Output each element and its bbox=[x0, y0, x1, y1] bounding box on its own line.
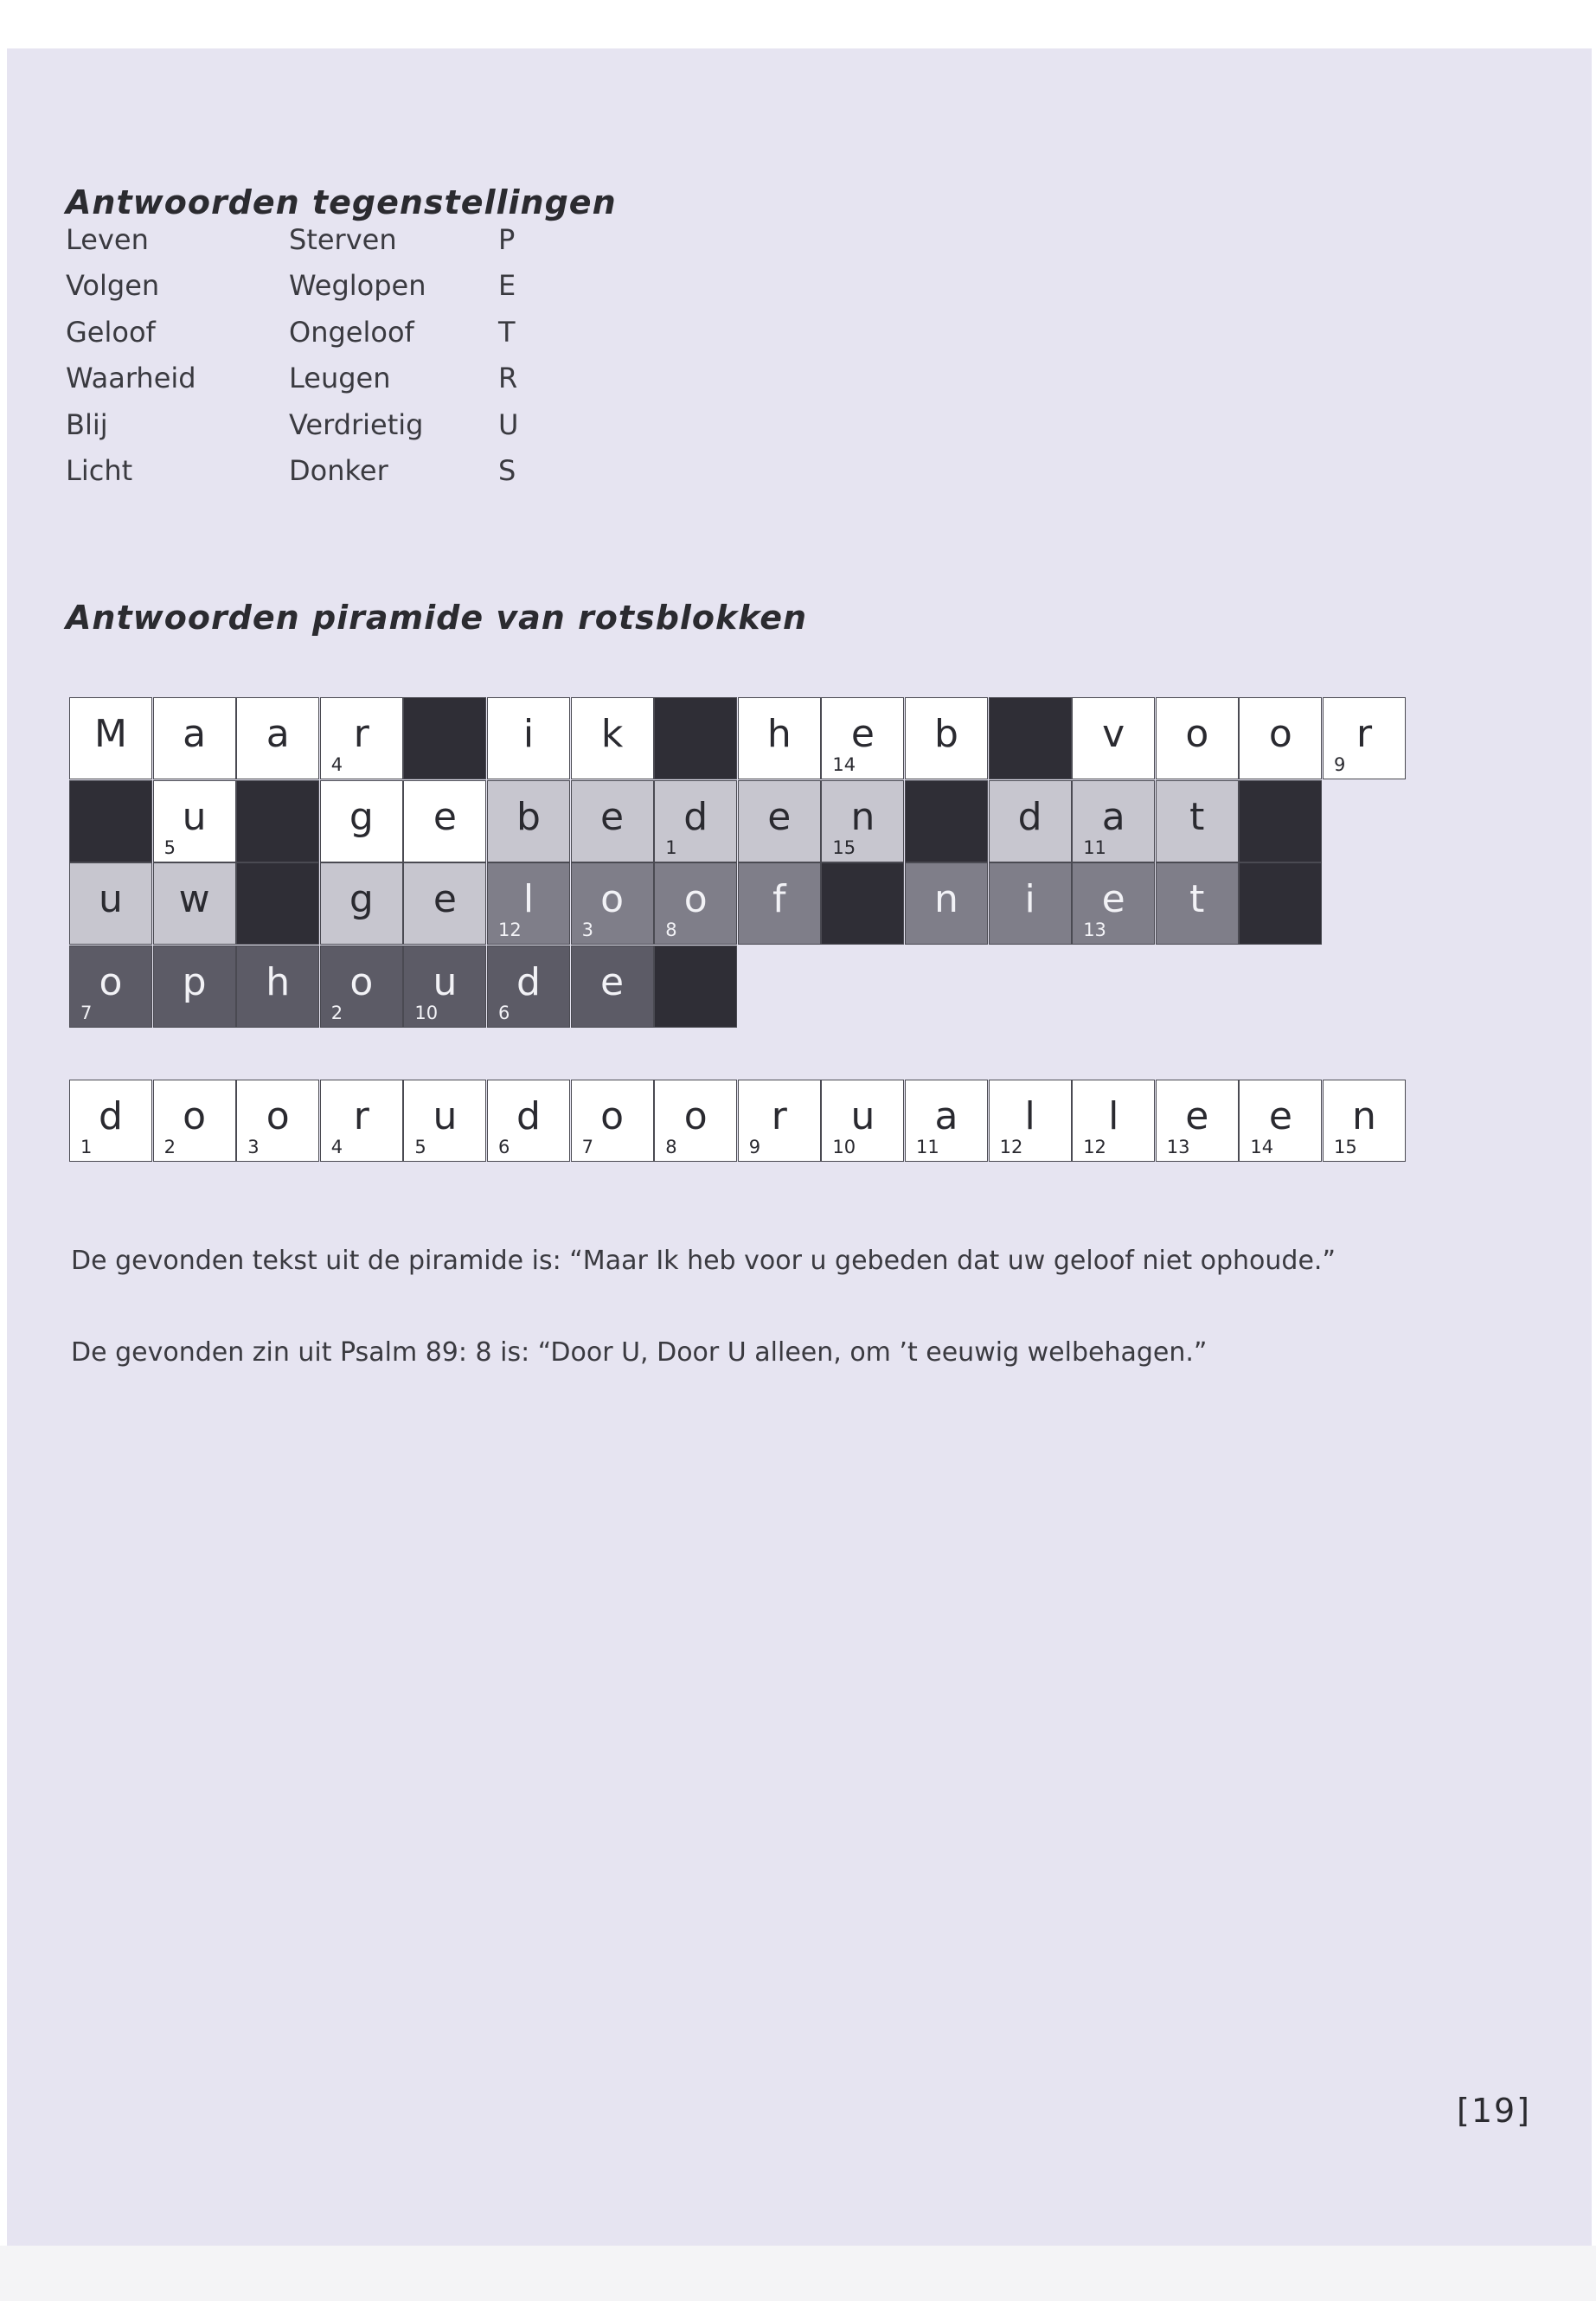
cell-number: 8 bbox=[665, 1137, 677, 1157]
code-letter: P bbox=[498, 223, 516, 256]
cell-letter: p bbox=[182, 959, 207, 1004]
cell-letter: e bbox=[433, 794, 457, 839]
blocked-cell bbox=[236, 780, 319, 862]
cell-letter: l bbox=[1024, 1094, 1035, 1138]
cell-number: 12 bbox=[1083, 1137, 1106, 1157]
letter-cell bbox=[654, 780, 737, 862]
cell-letter: g bbox=[349, 877, 374, 921]
word: Licht bbox=[66, 453, 133, 487]
letter-cell bbox=[69, 697, 152, 779]
cell-number: 10 bbox=[414, 1002, 439, 1023]
letter-cell bbox=[236, 697, 319, 779]
cell-letter: o bbox=[1268, 712, 1292, 756]
cell-letter: u bbox=[433, 959, 458, 1004]
cell-letter: r bbox=[1356, 712, 1373, 756]
cell-number: 9 bbox=[748, 1137, 761, 1157]
page-bottom-margin bbox=[0, 2246, 1596, 2301]
cell-letter: a bbox=[1101, 794, 1125, 839]
letter-cell bbox=[403, 945, 486, 1028]
cell-letter: d bbox=[516, 959, 541, 1004]
found-text-psalm: De gevonden zin uit Psalm 89: 8 is: “Door U, Door U alleen, om ’t eeuwig welbehagen.” bbox=[71, 1337, 1208, 1368]
cell-number: 5 bbox=[414, 1137, 426, 1157]
opposite-word: Donker bbox=[289, 453, 388, 487]
opposite-word: Ongeloof bbox=[289, 315, 414, 349]
cell-letter: t bbox=[1189, 877, 1205, 921]
letter-cell bbox=[320, 862, 403, 945]
letter-cell bbox=[403, 1080, 486, 1162]
cell-letter: k bbox=[600, 712, 624, 756]
cell-number: 14 bbox=[832, 754, 856, 775]
letter-cell bbox=[989, 1080, 1072, 1162]
cell-letter: e bbox=[600, 959, 625, 1004]
letter-cell bbox=[320, 697, 403, 779]
cell-number: 2 bbox=[163, 1137, 176, 1157]
cell-number: 6 bbox=[498, 1002, 510, 1023]
code-letter: R bbox=[498, 362, 518, 395]
cell-letter: l bbox=[522, 877, 535, 921]
cell-letter: e bbox=[1268, 1094, 1292, 1138]
cell-number: 13 bbox=[1083, 920, 1106, 940]
word: Leven bbox=[66, 223, 149, 256]
letter-cell bbox=[654, 862, 737, 945]
cell-letter: r bbox=[771, 1094, 787, 1138]
cell-number: 1 bbox=[665, 836, 677, 858]
cell-letter: u bbox=[182, 794, 207, 839]
cell-letter: o bbox=[183, 1094, 207, 1138]
cell-letter: e bbox=[850, 712, 875, 756]
opposite-word: Weglopen bbox=[289, 269, 426, 303]
cell-number: 12 bbox=[498, 920, 522, 940]
blocked-cell bbox=[69, 780, 152, 862]
letter-cell bbox=[153, 862, 236, 945]
cell-number: 7 bbox=[581, 1137, 593, 1157]
letter-cell bbox=[320, 945, 403, 1028]
letter-cell bbox=[320, 1080, 403, 1162]
code-letter: T bbox=[498, 315, 516, 349]
cell-letter: r bbox=[353, 712, 369, 756]
letter-cell bbox=[236, 945, 319, 1028]
cell-number: 7 bbox=[80, 1002, 93, 1023]
letter-cell bbox=[1323, 697, 1406, 779]
cell-letter: n bbox=[850, 794, 875, 839]
blocked-cell bbox=[1239, 780, 1322, 862]
cell-letter: d bbox=[1017, 794, 1042, 839]
letter-cell bbox=[571, 945, 654, 1028]
word: Volgen bbox=[66, 269, 160, 303]
cell-number: 4 bbox=[330, 754, 343, 775]
letter-cell bbox=[989, 862, 1072, 945]
cell-letter: i bbox=[522, 712, 535, 756]
blocked-cell bbox=[236, 862, 319, 945]
letter-cell bbox=[487, 697, 570, 779]
cell-number: 3 bbox=[247, 1137, 260, 1157]
pyramid-heading: Antwoorden piramide van rotsblokken bbox=[66, 599, 808, 637]
cell-letter: M bbox=[94, 712, 127, 756]
letter-cell bbox=[403, 780, 486, 862]
letter-cell bbox=[1072, 697, 1155, 779]
cell-number: 15 bbox=[1334, 1137, 1357, 1157]
letter-cell bbox=[1156, 697, 1239, 779]
cell-number: 2 bbox=[330, 1002, 343, 1023]
letter-cell bbox=[153, 1080, 236, 1162]
letter-cell bbox=[1072, 862, 1155, 945]
found-text-pyramid: De gevonden tekst uit de piramide is: “Maar Ik heb voor u gebeden dat uw geloof niet ophoude.” bbox=[71, 1246, 1336, 1276]
cell-letter: t bbox=[1189, 794, 1205, 839]
cell-letter: g bbox=[349, 794, 374, 839]
cell-number: 13 bbox=[1166, 1137, 1190, 1157]
cell-number: 3 bbox=[581, 920, 593, 940]
letter-cell bbox=[69, 945, 152, 1028]
letter-cell bbox=[738, 697, 821, 779]
letter-cell bbox=[69, 862, 152, 945]
cell-number: 15 bbox=[832, 836, 856, 858]
cell-letter: o bbox=[266, 1094, 290, 1138]
cell-number: 8 bbox=[665, 920, 677, 940]
letter-cell bbox=[236, 1080, 319, 1162]
cell-number: 9 bbox=[1334, 754, 1346, 775]
letter-cell bbox=[1323, 1080, 1406, 1162]
letter-cell bbox=[571, 862, 654, 945]
letter-cell bbox=[1156, 1080, 1239, 1162]
letter-cell bbox=[571, 780, 654, 862]
cell-letter: b bbox=[934, 712, 958, 756]
cell-number: 5 bbox=[163, 836, 176, 858]
letter-cell bbox=[1156, 862, 1239, 945]
cell-letter: d bbox=[683, 794, 708, 839]
letter-cell bbox=[487, 862, 570, 945]
cell-letter: v bbox=[1102, 712, 1125, 756]
cell-letter: o bbox=[99, 959, 123, 1004]
cell-letter: l bbox=[1108, 1094, 1119, 1138]
cell-letter: o bbox=[349, 959, 374, 1004]
cell-letter: d bbox=[516, 1094, 541, 1138]
cell-letter: h bbox=[766, 712, 792, 756]
cell-letter: u bbox=[433, 1094, 458, 1138]
cell-number: 6 bbox=[498, 1137, 510, 1157]
letter-cell bbox=[989, 780, 1072, 862]
cell-letter: d bbox=[99, 1094, 123, 1138]
letter-cell bbox=[821, 1080, 904, 1162]
cell-letter: i bbox=[1024, 877, 1035, 921]
word: Geloof bbox=[66, 315, 156, 349]
blocked-cell bbox=[654, 945, 737, 1028]
cell-number: 11 bbox=[1083, 836, 1106, 858]
letter-cell bbox=[153, 945, 236, 1028]
cell-letter: w bbox=[178, 877, 210, 921]
cell-letter: n bbox=[934, 877, 958, 921]
cell-letter: r bbox=[353, 1094, 369, 1138]
letter-cell bbox=[905, 1080, 988, 1162]
letter-cell bbox=[1239, 697, 1322, 779]
letter-cell bbox=[69, 1080, 152, 1162]
cell-letter: f bbox=[772, 877, 786, 921]
cell-letter: o bbox=[600, 1094, 625, 1138]
cell-letter: a bbox=[266, 712, 290, 756]
cell-letter: e bbox=[1185, 1094, 1209, 1138]
letter-cell bbox=[821, 780, 904, 862]
letter-cell bbox=[905, 862, 988, 945]
letter-cell bbox=[821, 697, 904, 779]
letter-cell bbox=[487, 1080, 570, 1162]
opposite-word: Sterven bbox=[289, 223, 397, 256]
letter-cell bbox=[905, 697, 988, 779]
page-number: [19] bbox=[1457, 2092, 1532, 2130]
cell-letter: o bbox=[683, 1094, 708, 1138]
cell-letter: a bbox=[934, 1094, 958, 1138]
cell-letter: o bbox=[683, 877, 708, 921]
letter-cell bbox=[153, 780, 236, 862]
opposite-word: Verdrietig bbox=[289, 407, 424, 441]
opposite-word: Leugen bbox=[289, 362, 391, 395]
letter-cell bbox=[403, 862, 486, 945]
cell-letter: o bbox=[1185, 712, 1209, 756]
letter-cell bbox=[738, 862, 821, 945]
cell-number: 11 bbox=[916, 1137, 939, 1157]
letter-cell bbox=[571, 697, 654, 779]
letter-cell bbox=[738, 780, 821, 862]
letter-cell bbox=[320, 780, 403, 862]
cell-letter: e bbox=[433, 877, 457, 921]
code-letter: S bbox=[498, 453, 516, 487]
letter-cell bbox=[153, 697, 236, 779]
cell-letter: b bbox=[516, 794, 541, 839]
cell-letter: e bbox=[767, 794, 792, 839]
cell-letter: h bbox=[266, 959, 291, 1004]
code-letter: E bbox=[498, 269, 516, 303]
cell-letter: u bbox=[850, 1094, 875, 1138]
blocked-cell bbox=[989, 697, 1072, 779]
letter-cell bbox=[1072, 780, 1155, 862]
cell-letter: a bbox=[183, 712, 207, 756]
blocked-cell bbox=[654, 697, 737, 779]
letter-cell bbox=[1239, 1080, 1322, 1162]
cell-number: 12 bbox=[999, 1137, 1023, 1157]
cell-number: 1 bbox=[80, 1137, 93, 1157]
blocked-cell bbox=[1239, 862, 1322, 945]
letter-cell bbox=[1156, 780, 1239, 862]
word: Blij bbox=[66, 407, 108, 441]
cell-letter: u bbox=[99, 877, 123, 921]
blocked-cell bbox=[403, 697, 486, 779]
letter-cell bbox=[487, 945, 570, 1028]
code-letter: U bbox=[498, 407, 519, 441]
cell-number: 4 bbox=[330, 1137, 343, 1157]
cell-letter: e bbox=[600, 794, 625, 839]
cell-number: 10 bbox=[832, 1137, 856, 1157]
cell-letter: o bbox=[600, 877, 625, 921]
letter-cell bbox=[1072, 1080, 1155, 1162]
cell-number: 14 bbox=[1250, 1137, 1274, 1157]
letter-cell bbox=[738, 1080, 821, 1162]
blocked-cell bbox=[821, 862, 904, 945]
letter-cell bbox=[487, 780, 570, 862]
cell-letter: n bbox=[1352, 1094, 1376, 1138]
opposites-heading: Antwoorden tegenstellingen bbox=[66, 183, 617, 221]
letter-cell bbox=[571, 1080, 654, 1162]
cell-letter: e bbox=[1101, 877, 1125, 921]
blocked-cell bbox=[905, 780, 988, 862]
word: Waarheid bbox=[66, 362, 196, 395]
letter-cell bbox=[654, 1080, 737, 1162]
